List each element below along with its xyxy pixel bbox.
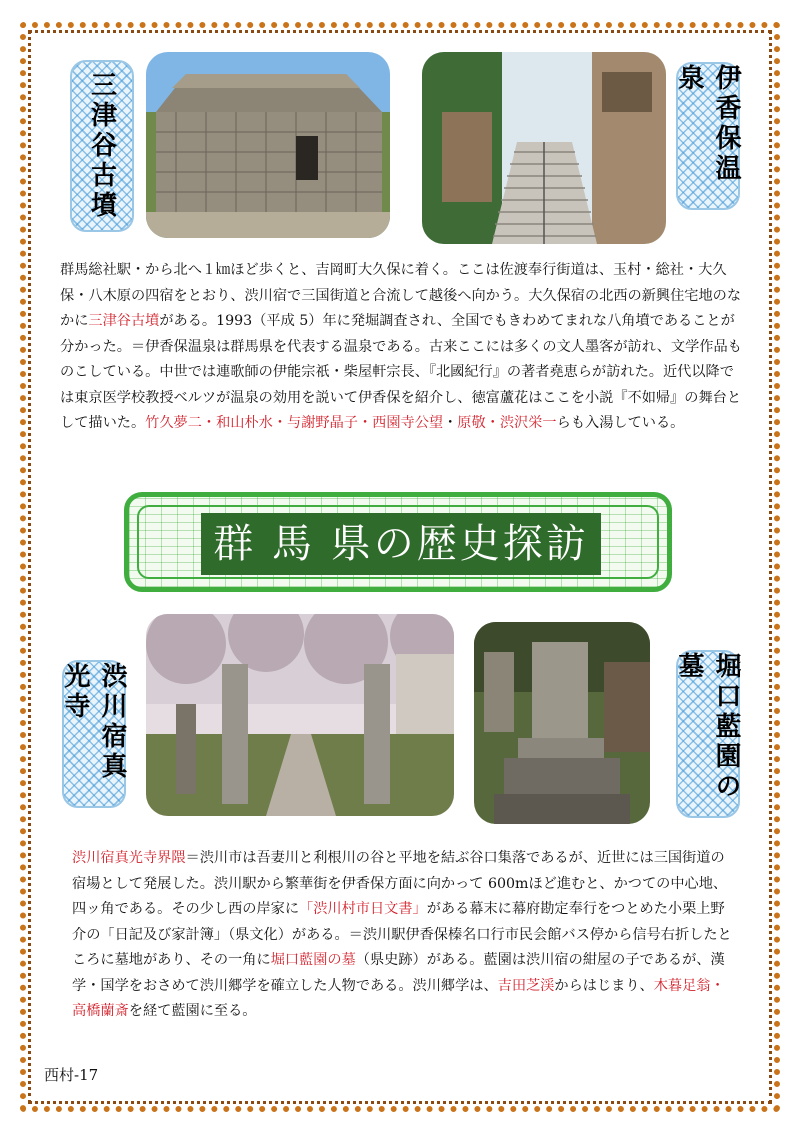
paragraph-mitsuya-ikaho [60,258,742,437]
para2-highlight-document: 「渋川村市日文書」 [299,901,427,917]
para2-highlight-yoshida: 吉田芝渓 [497,977,555,994]
label-grave [676,650,740,818]
para2-text-5: を経て藍園に至る。 [128,1003,257,1019]
para2-highlight-kogure-takahashi: 木暮足翁・高橋蘭斎 [72,977,725,1019]
para2-highlight-shinkoji: 渋川宿真光寺界隈 [72,850,186,866]
title-banner [124,492,672,592]
photo-shinkoji [146,614,454,816]
para1-text-1: 群馬総社駅・から北へ１㎞ほど歩くと、吉岡町大久保に着く。ここは佐渡奉行街道は、玉村・総社・大久保・八木原の四宿をとおり、渋川宿で三国街道と合流して越後へ向かう。大久保宿の北西の新興住宅地のなかに [60,262,742,329]
para1-text-3: ・ [443,415,458,431]
para1-highlight-visitors-2: 原敬・渋沢栄一 [457,415,557,431]
label-kofun-text: 三津谷古墳 [86,71,117,221]
label-onsen [676,62,740,210]
photo-ikaho-onsen [422,52,666,244]
para1-highlight-kofun: 三津谷古墳 [88,313,160,329]
para1-text-2: がある。1993（平成 5）年に発堀調査され、全国でもきわめてまれな八角墳であることが分かった。＝伊香保温泉は群馬県を代表する温泉である。古来ここには多くの文人墨客が訪れ、文学作品ものこしている。中世では連歌師の伊能宗祇・柴屋軒宗長、『北國紀行』の著者堯恵らが訪れた。近代以降では東京医学校教授ベルツが温泉の効用を説いて伊香保を紹介し、徳富蘆花はここを小説『不如帰』の舞台として描いた。 [60,313,742,431]
photo-mitsuya-kofun [146,52,390,238]
para2-highlight-grave: 堀口藍園の墓 [270,952,356,968]
label-grave-text: 堀口藍園の墓 [674,652,741,802]
label-onsen-text: 伊香保温泉 [674,64,741,184]
label-shinkoji [62,660,126,808]
page-number: 西村-17 [44,1066,99,1084]
label-kofun [70,60,134,232]
banner-title: 群 馬 県の歴史探訪 [201,513,601,575]
para2-text-4: からはじまり、 [554,977,654,994]
para2-text-1: ＝渋川市は吾妻川と利根川の谷と平地を結ぶ谷口集落であるが、近世には三国街道の宿場として発展した。渋川駅から繁華街を伊香保方面に向かって 600mほど進むと、かつての中心地、四ッ角である。その少し西の岸家に [72,850,728,917]
photo-horiguchi-grave [474,622,650,824]
para1-highlight-visitors-1: 竹久夢二・和山朴水・与謝野晶子・西園寺公望 [145,415,444,431]
para1-text-4: らも入湯している。 [556,415,685,431]
paragraph-shibukawa [72,846,732,1025]
para2-text-2: がある幕末に幕府勘定奉行をつとめた小栗上野介の「日記及び家計簿」（県文化）がある。＝渋川駅伊香保榛名口行市民会館バス停から信号右折したところに墓地があり、その一角に [72,901,732,968]
para2-text-3: （県史跡）がある。藍園は渋川宿の紺屋の子であるが、漢学・国学をおさめて渋川郷学を確立した人物である。渋川郷学は、 [72,952,725,994]
label-shinkoji-text: 渋川宿真光寺 [60,662,127,782]
